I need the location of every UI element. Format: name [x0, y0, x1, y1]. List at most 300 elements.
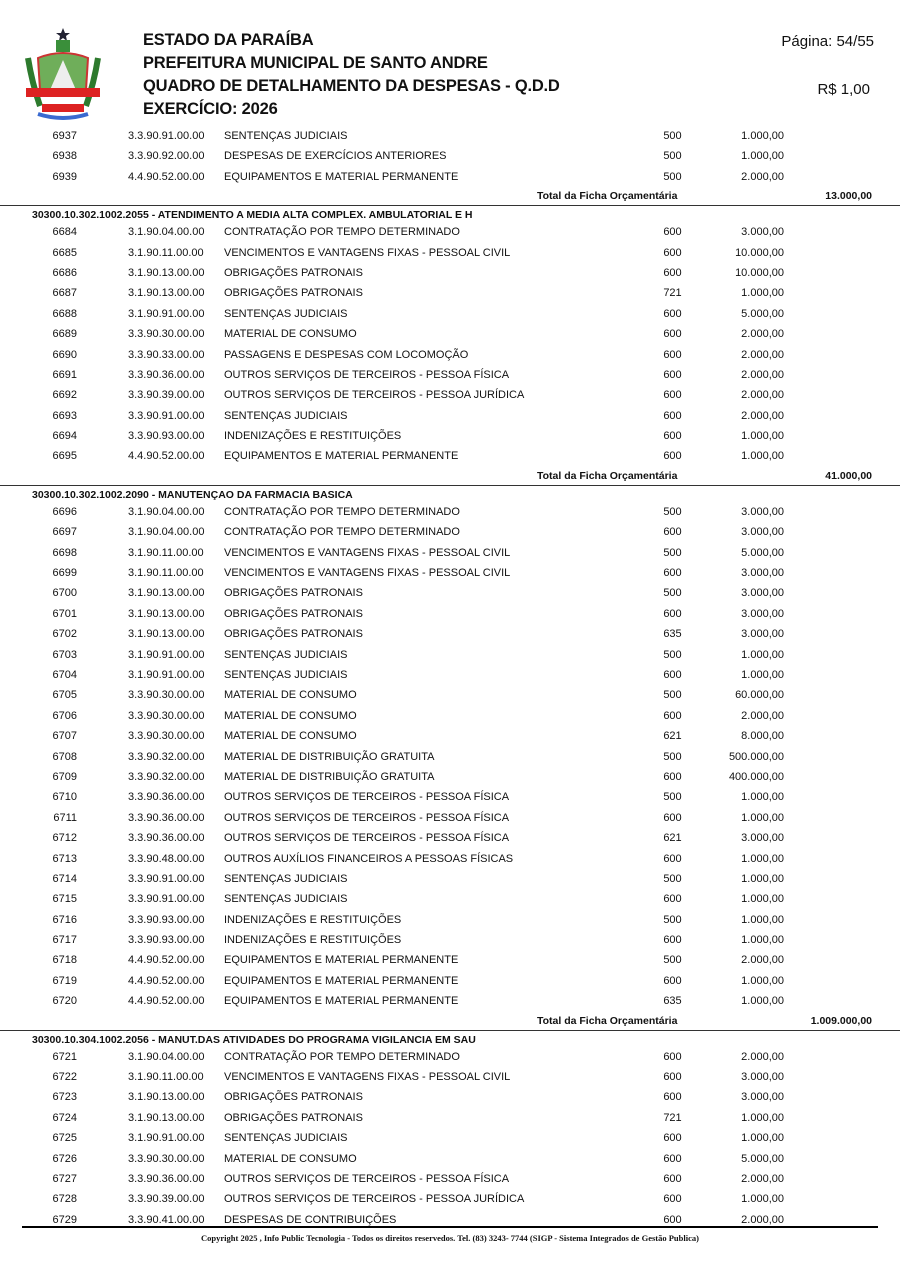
row-value: 1.000,00 — [741, 893, 784, 906]
row-source: 500 — [663, 587, 682, 600]
row-source: 600 — [663, 389, 682, 402]
row-id: 6699 — [52, 567, 77, 580]
row-id: 6685 — [52, 246, 77, 259]
row-code: 3.1.90.13.00.00 — [128, 287, 205, 300]
row-id: 6729 — [52, 1213, 77, 1226]
table-row — [0, 666, 900, 686]
row-description: MATERIAL DE CONSUMO — [224, 709, 357, 722]
footer-divider — [22, 1226, 878, 1228]
row-code: 3.3.90.91.00.00 — [128, 130, 205, 142]
row-value: 2.000,00 — [741, 368, 784, 381]
row-description: SENTENÇAS JUDICIAIS — [224, 648, 348, 661]
row-source: 500 — [663, 170, 682, 183]
row-id: 6704 — [52, 668, 77, 681]
row-source: 600 — [663, 246, 682, 259]
row-value: 2.000,00 — [741, 1172, 784, 1185]
row-code: 3.3.90.36.00.00 — [128, 368, 205, 381]
table-row — [0, 244, 900, 264]
row-code: 3.1.90.11.00.00 — [128, 567, 204, 580]
row-value: 1.000,00 — [741, 1111, 784, 1124]
row-id: 6714 — [52, 872, 77, 885]
row-description: MATERIAL DE DISTRIBUIÇÃO GRATUITA — [224, 750, 435, 763]
section-header — [0, 1031, 900, 1048]
row-code: 3.3.90.33.00.00 — [128, 348, 205, 361]
table-row — [0, 605, 900, 625]
row-source: 600 — [663, 893, 682, 906]
row-code: 4.4.90.52.00.00 — [128, 995, 205, 1008]
row-description: EQUIPAMENTOS E MATERIAL PERMANENTE — [224, 974, 459, 987]
row-value: 1.000,00 — [741, 648, 784, 661]
table-row — [0, 809, 900, 829]
row-description: SENTENÇAS JUDICIAIS — [224, 872, 348, 885]
row-source: 600 — [663, 852, 682, 865]
row-value: 2.000,00 — [741, 954, 784, 967]
row-id: 6706 — [52, 709, 77, 722]
row-value: 5.000,00 — [741, 546, 784, 559]
row-id: 6703 — [52, 648, 77, 661]
total-label: Total da Ficha Orçamentária — [537, 190, 678, 203]
table-row — [0, 748, 900, 768]
row-description: OUTROS SERVIÇOS DE TERCEIROS - PESSOA FÍSICA — [224, 791, 510, 804]
row-source: 500 — [663, 648, 682, 661]
row-description: EQUIPAMENTOS E MATERIAL PERMANENTE — [224, 954, 459, 967]
row-code: 3.3.90.32.00.00 — [128, 770, 205, 783]
row-source: 500 — [663, 505, 682, 518]
row-id: 6707 — [52, 730, 77, 743]
table-row — [0, 147, 900, 167]
table-row — [0, 264, 900, 284]
row-id: 6938 — [52, 150, 77, 163]
row-id: 6718 — [52, 954, 77, 967]
row-description: SENTENÇAS JUDICIAIS — [224, 668, 348, 681]
row-id: 6684 — [52, 226, 77, 239]
table-row — [0, 1190, 900, 1210]
table-row — [0, 727, 900, 747]
section-title: 30300.10.304.1002.2056 - MANUT.DAS ATIVIDADES DO PROGRAMA VIGILANCIA EM SAU — [32, 1033, 476, 1046]
row-source: 500 — [663, 130, 682, 142]
row-description: CONTRATAÇÃO POR TEMPO DETERMINADO — [224, 526, 460, 539]
row-source: 600 — [663, 770, 682, 783]
row-value: 1.000,00 — [741, 974, 784, 987]
row-code: 3.1.90.13.00.00 — [128, 607, 205, 620]
table-row — [0, 564, 900, 584]
total-value: 13.000,00 — [825, 190, 872, 203]
row-id: 6700 — [52, 587, 77, 600]
row-id: 6721 — [52, 1050, 77, 1063]
row-code: 3.3.90.91.00.00 — [128, 872, 205, 885]
row-source: 500 — [663, 689, 682, 702]
row-value: 2.000,00 — [741, 170, 784, 183]
row-description: SENTENÇAS JUDICIAIS — [224, 409, 348, 422]
row-id: 6727 — [52, 1172, 77, 1185]
row-id: 6692 — [52, 389, 77, 402]
table-row — [0, 707, 900, 727]
row-description: INDENIZAÇÕES E RESTITUIÇÕES — [224, 934, 402, 947]
row-description: OBRIGAÇÕES PATRONAIS — [224, 287, 363, 300]
row-id: 6693 — [52, 409, 77, 422]
section-header — [0, 486, 900, 503]
row-description: EQUIPAMENTOS E MATERIAL PERMANENTE — [224, 995, 459, 1008]
row-value: 500.000,00 — [728, 750, 784, 763]
municipality-title: PREFEITURA MUNICIPAL DE SANTO ANDRE — [143, 54, 488, 72]
total-value: 1.009.000,00 — [810, 1014, 872, 1027]
row-code: 3.1.90.13.00.00 — [128, 266, 205, 279]
row-description: EQUIPAMENTOS E MATERIAL PERMANENTE — [224, 450, 459, 463]
row-id: 6689 — [52, 328, 77, 341]
row-source: 600 — [663, 1172, 682, 1185]
row-code: 3.1.90.13.00.00 — [128, 587, 205, 600]
table-row — [0, 1211, 900, 1231]
row-description: SENTENÇAS JUDICIAIS — [224, 1132, 348, 1145]
row-value: 1.000,00 — [741, 1193, 784, 1206]
row-description: SENTENÇAS JUDICIAIS — [224, 893, 348, 906]
table-row — [0, 992, 900, 1012]
section-title: 30300.10.302.1002.2090 - MANUTENÇAO DA FARMACIA BASICA — [32, 488, 353, 501]
table-row — [0, 407, 900, 427]
page-number: Página: 54/55 — [781, 33, 874, 50]
table-row — [0, 346, 900, 366]
table-row — [0, 1109, 900, 1129]
row-value: 8.000,00 — [741, 730, 784, 743]
row-id: 6687 — [52, 287, 77, 300]
row-id: 6686 — [52, 266, 77, 279]
row-description: DESPESAS DE CONTRIBUIÇÕES — [224, 1213, 397, 1226]
row-description: VENCIMENTOS E VANTAGENS FIXAS - PESSOAL CIVIL — [224, 246, 511, 259]
table-row — [0, 829, 900, 849]
table-row — [0, 911, 900, 931]
row-id: 6705 — [52, 689, 77, 702]
row-description: OBRIGAÇÕES PATRONAIS — [224, 1111, 363, 1124]
row-id: 6702 — [52, 628, 77, 641]
footer-copyright: Copyright 2025 , Info Public Tecnologia - Todos os direitos reservedos. Tel. (83) 3243- 7744 (SIGP - Sistema Integrados de Gestão Publica) — [201, 1233, 699, 1243]
row-code: 3.1.90.04.00.00 — [128, 1050, 205, 1063]
row-id: 6690 — [52, 348, 77, 361]
table-row — [0, 850, 900, 870]
row-value: 3.000,00 — [741, 832, 784, 845]
row-description: OUTROS AUXÍLIOS FINANCEIROS A PESSOAS FÍSICAS — [224, 852, 514, 865]
row-source: 600 — [663, 266, 682, 279]
row-code: 3.3.90.30.00.00 — [128, 689, 205, 702]
row-description: MATERIAL DE CONSUMO — [224, 689, 357, 702]
row-description: SENTENÇAS JUDICIAIS — [224, 130, 348, 142]
row-id: 6939 — [52, 170, 77, 183]
municipal-coat-of-arms-logo — [24, 28, 102, 120]
row-value: 400.000,00 — [728, 770, 784, 783]
row-value: 2.000,00 — [741, 348, 784, 361]
row-source: 500 — [663, 872, 682, 885]
row-id: 6723 — [52, 1091, 77, 1104]
row-description: OBRIGAÇÕES PATRONAIS — [224, 587, 363, 600]
currency-unit: R$ 1,00 — [817, 81, 870, 98]
fiscal-year: EXERCÍCIO: 2026 — [143, 100, 278, 118]
row-value: 1.000,00 — [741, 995, 784, 1008]
row-source: 600 — [663, 450, 682, 463]
row-source: 600 — [663, 974, 682, 987]
row-description: OBRIGAÇÕES PATRONAIS — [224, 607, 363, 620]
row-id: 6720 — [52, 995, 77, 1008]
row-description: OUTROS SERVIÇOS DE TERCEIROS - PESSOA FÍSICA — [224, 811, 510, 824]
row-description: OUTROS SERVIÇOS DE TERCEIROS - PESSOA FÍSICA — [224, 368, 510, 381]
row-value: 3.000,00 — [741, 607, 784, 620]
row-source: 600 — [663, 1213, 682, 1226]
row-code: 3.1.90.91.00.00 — [128, 648, 205, 661]
row-code: 3.3.90.48.00.00 — [128, 852, 205, 865]
row-value: 3.000,00 — [741, 587, 784, 600]
row-source: 600 — [663, 348, 682, 361]
row-value: 1.000,00 — [741, 430, 784, 443]
row-value: 1.000,00 — [741, 130, 784, 142]
table-row — [0, 972, 900, 992]
row-source: 500 — [663, 954, 682, 967]
row-value: 1.000,00 — [741, 287, 784, 300]
table-row — [0, 646, 900, 666]
row-code: 3.1.90.11.00.00 — [128, 1071, 204, 1084]
table-row — [0, 1068, 900, 1088]
row-description: OBRIGAÇÕES PATRONAIS — [224, 628, 363, 641]
row-description: VENCIMENTOS E VANTAGENS FIXAS - PESSOAL CIVIL — [224, 546, 511, 559]
row-source: 600 — [663, 328, 682, 341]
row-id: 6698 — [52, 546, 77, 559]
row-value: 1.000,00 — [741, 872, 784, 885]
row-source: 500 — [663, 913, 682, 926]
table-row — [0, 931, 900, 951]
row-source: 721 — [663, 287, 682, 300]
row-source: 600 — [663, 607, 682, 620]
row-source: 635 — [663, 995, 682, 1008]
row-value: 2.000,00 — [741, 709, 784, 722]
row-code: 3.3.90.36.00.00 — [128, 832, 205, 845]
row-id: 6728 — [52, 1193, 77, 1206]
row-value: 3.000,00 — [741, 526, 784, 539]
row-value: 3.000,00 — [741, 628, 784, 641]
row-id: 6725 — [52, 1132, 77, 1145]
table-row — [0, 284, 900, 304]
row-description: OUTROS SERVIÇOS DE TERCEIROS - PESSOA JURÍDICA — [224, 389, 525, 402]
row-id: 6708 — [52, 750, 77, 763]
row-value: 1.000,00 — [741, 791, 784, 804]
row-code: 3.3.90.30.00.00 — [128, 328, 205, 341]
row-source: 600 — [663, 1050, 682, 1063]
row-code: 3.1.90.11.00.00 — [128, 246, 204, 259]
row-code: 3.3.90.93.00.00 — [128, 430, 205, 443]
row-description: VENCIMENTOS E VANTAGENS FIXAS - PESSOAL CIVIL — [224, 567, 511, 580]
table-row — [0, 686, 900, 706]
table-row — [0, 1150, 900, 1170]
row-id: 6697 — [52, 526, 77, 539]
row-value: 1.000,00 — [741, 1132, 784, 1145]
row-code: 3.1.90.13.00.00 — [128, 1091, 205, 1104]
row-description: CONTRATAÇÃO POR TEMPO DETERMINADO — [224, 505, 460, 518]
row-description: INDENIZAÇÕES E RESTITUIÇÕES — [224, 430, 402, 443]
row-code: 3.3.90.30.00.00 — [128, 730, 205, 743]
row-source: 600 — [663, 934, 682, 947]
row-id: 6716 — [52, 913, 77, 926]
row-description: MATERIAL DE CONSUMO — [224, 328, 357, 341]
table-row — [0, 503, 900, 523]
row-source: 600 — [663, 567, 682, 580]
row-code: 3.3.90.36.00.00 — [128, 791, 205, 804]
table-row — [0, 788, 900, 808]
row-id: 6710 — [52, 791, 77, 804]
row-value: 5.000,00 — [741, 1152, 784, 1165]
row-id: 6695 — [52, 450, 77, 463]
table-row — [0, 584, 900, 604]
row-id: 6694 — [52, 430, 77, 443]
row-code: 3.3.90.36.00.00 — [128, 811, 205, 824]
table-row — [0, 523, 900, 543]
row-description: OBRIGAÇÕES PATRONAIS — [224, 1091, 363, 1104]
row-value: 3.000,00 — [741, 1091, 784, 1104]
section-header — [0, 206, 900, 223]
row-code: 3.3.90.91.00.00 — [128, 409, 205, 422]
row-code: 4.4.90.52.00.00 — [128, 450, 205, 463]
row-description: CONTRATAÇÃO POR TEMPO DETERMINADO — [224, 1050, 460, 1063]
row-code: 4.4.90.52.00.00 — [128, 954, 205, 967]
row-value: 5.000,00 — [741, 307, 784, 320]
table-row — [0, 1129, 900, 1149]
table-row — [0, 168, 900, 188]
row-code: 3.3.90.30.00.00 — [128, 1152, 205, 1165]
row-id: 6722 — [52, 1071, 77, 1084]
row-id: 6726 — [52, 1152, 77, 1165]
row-code: 3.1.90.11.00.00 — [128, 546, 204, 559]
row-code: 3.1.90.91.00.00 — [128, 1132, 205, 1145]
row-code: 3.1.90.04.00.00 — [128, 226, 205, 239]
row-id: 6711 — [53, 811, 77, 824]
row-description: OBRIGAÇÕES PATRONAIS — [224, 266, 363, 279]
row-source: 635 — [663, 628, 682, 641]
report-title: QUADRO DE DETALHAMENTO DA DESPESAS - Q.D.D — [143, 77, 560, 95]
table-row — [0, 544, 900, 564]
row-id: 6724 — [52, 1111, 77, 1124]
row-source: 600 — [663, 709, 682, 722]
section-total-row — [0, 1013, 900, 1031]
row-id: 6701 — [52, 607, 77, 620]
section-total-row — [0, 188, 900, 206]
row-source: 500 — [663, 150, 682, 163]
row-value: 2.000,00 — [741, 328, 784, 341]
row-code: 3.3.90.36.00.00 — [128, 1172, 205, 1185]
row-description: MATERIAL DE CONSUMO — [224, 1152, 357, 1165]
table-row — [0, 325, 900, 345]
row-value: 60.000,00 — [735, 689, 784, 702]
row-description: PASSAGENS E DESPESAS COM LOCOMOÇÃO — [224, 348, 469, 361]
row-value: 1.000,00 — [741, 913, 784, 926]
row-source: 500 — [663, 750, 682, 763]
table-row — [0, 1170, 900, 1190]
row-id: 6713 — [52, 852, 77, 865]
table-row — [0, 1048, 900, 1068]
row-code: 3.3.90.91.00.00 — [128, 893, 205, 906]
row-code: 3.3.90.93.00.00 — [128, 934, 205, 947]
row-code: 3.3.90.41.00.00 — [128, 1213, 205, 1226]
row-value: 1.000,00 — [741, 668, 784, 681]
row-value: 2.000,00 — [741, 1213, 784, 1226]
table-row — [0, 427, 900, 447]
row-code: 3.3.90.30.00.00 — [128, 709, 205, 722]
row-description: OUTROS SERVIÇOS DE TERCEIROS - PESSOA JURÍDICA — [224, 1193, 525, 1206]
row-description: OUTROS SERVIÇOS DE TERCEIROS - PESSOA FÍSICA — [224, 832, 510, 845]
row-id: 6691 — [52, 368, 77, 381]
row-code: 4.4.90.52.00.00 — [128, 170, 205, 183]
row-description: OUTROS SERVIÇOS DE TERCEIROS - PESSOA FÍSICA — [224, 1172, 510, 1185]
total-label: Total da Ficha Orçamentária — [537, 469, 678, 482]
row-description: MATERIAL DE CONSUMO — [224, 730, 357, 743]
total-label: Total da Ficha Orçamentária — [537, 1014, 678, 1027]
row-id: 6715 — [52, 893, 77, 906]
row-description: SENTENÇAS JUDICIAIS — [224, 307, 348, 320]
section-title: 30300.10.302.1002.2055 - ATENDIMENTO A MEDIA ALTA COMPLEX. AMBULATORIAL E H — [32, 209, 473, 222]
row-source: 600 — [663, 430, 682, 443]
row-code: 3.3.90.92.00.00 — [128, 150, 205, 163]
row-id: 6719 — [52, 974, 77, 987]
row-code: 3.3.90.32.00.00 — [128, 750, 205, 763]
row-source: 600 — [663, 307, 682, 320]
row-value: 2.000,00 — [741, 389, 784, 402]
table-row — [0, 305, 900, 325]
row-source: 600 — [663, 1071, 682, 1084]
row-code: 3.1.90.04.00.00 — [128, 505, 205, 518]
total-value: 41.000,00 — [825, 469, 872, 482]
row-code: 3.1.90.91.00.00 — [128, 668, 205, 681]
row-source: 600 — [663, 409, 682, 422]
row-source: 600 — [663, 668, 682, 681]
row-description: VENCIMENTOS E VANTAGENS FIXAS - PESSOAL CIVIL — [224, 1071, 511, 1084]
row-code: 3.3.90.39.00.00 — [128, 1193, 205, 1206]
row-value: 1.000,00 — [741, 150, 784, 163]
row-value: 3.000,00 — [741, 226, 784, 239]
row-value: 3.000,00 — [741, 505, 784, 518]
row-id: 6696 — [52, 505, 77, 518]
table-row — [0, 366, 900, 386]
table-row — [0, 870, 900, 890]
row-description: DESPESAS DE EXERCÍCIOS ANTERIORES — [224, 150, 447, 163]
row-code: 4.4.90.52.00.00 — [128, 974, 205, 987]
table-row — [0, 447, 900, 467]
row-source: 621 — [663, 832, 682, 845]
row-id: 6712 — [52, 832, 77, 845]
row-source: 721 — [663, 1111, 682, 1124]
row-code: 3.1.90.13.00.00 — [128, 628, 205, 641]
row-code: 3.3.90.39.00.00 — [128, 389, 205, 402]
row-source: 600 — [663, 811, 682, 824]
row-id: 6717 — [52, 934, 77, 947]
section-total-row — [0, 468, 900, 486]
row-code: 3.1.90.13.00.00 — [128, 1111, 205, 1124]
row-code: 3.1.90.04.00.00 — [128, 526, 205, 539]
row-value: 1.000,00 — [741, 934, 784, 947]
row-code: 3.3.90.93.00.00 — [128, 913, 205, 926]
table-row — [0, 1088, 900, 1108]
state-title: ESTADO DA PARAÍBA — [143, 31, 314, 49]
row-source: 600 — [663, 226, 682, 239]
row-description: CONTRATAÇÃO POR TEMPO DETERMINADO — [224, 226, 460, 239]
row-source: 621 — [663, 730, 682, 743]
row-description: EQUIPAMENTOS E MATERIAL PERMANENTE — [224, 170, 459, 183]
table-row — [0, 127, 900, 147]
row-value: 1.000,00 — [741, 852, 784, 865]
table-row — [0, 768, 900, 788]
table-row — [0, 890, 900, 910]
table-row — [0, 951, 900, 971]
row-value: 3.000,00 — [741, 567, 784, 580]
row-value: 2.000,00 — [741, 1050, 784, 1063]
table-row — [0, 386, 900, 406]
row-value: 2.000,00 — [741, 409, 784, 422]
row-value: 1.000,00 — [741, 811, 784, 824]
expense-table — [0, 127, 900, 1231]
row-source: 600 — [663, 1132, 682, 1145]
